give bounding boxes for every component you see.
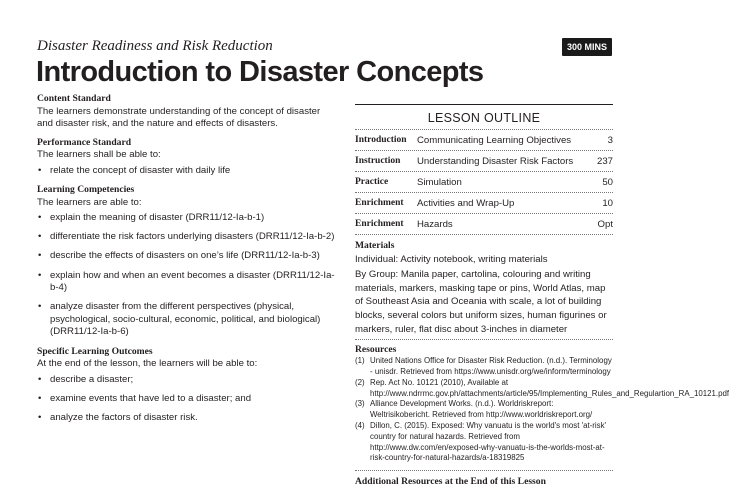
- specific-outcomes-text: At the end of the lesson, the learners will be able to:: [37, 358, 258, 370]
- subject-name: Disaster Readiness and Risk Reduction: [37, 38, 273, 54]
- performance-standard-section: [37, 137, 337, 178]
- content-standard-heading: Content Standard: [37, 93, 111, 104]
- page-title: Introduction to Disaster Concepts: [36, 56, 484, 88]
- list-item: • describe a disaster;: [38, 373, 134, 385]
- outline-row-name: Hazards: [417, 218, 453, 230]
- outline-row-name: Simulation: [417, 176, 462, 188]
- list-item: • differentiate the risk factors underlying disasters (DRR11/12-Ia-b-2): [38, 231, 335, 243]
- materials-individual: Individual: Activity notebook, writing materials: [355, 253, 548, 265]
- list-item: (4) Dillon, C. (2015). Exposed: Why vanuatu is the world's most 'at-risk' country for natural hazards. Retrieved from http://www.dw.com/en/exposed-why-vanuatu-is-the-worlds-most-at-risk-country-for-natural-hazards/a-18319825: [355, 420, 607, 463]
- list-item: • examine events that have led to a disaster; and: [38, 392, 252, 404]
- materials-heading: Materials: [355, 240, 395, 251]
- outline-row-type: Instruction: [355, 156, 401, 166]
- specific-outcomes-section: [37, 346, 337, 425]
- outline-row: [355, 171, 613, 192]
- list-item: • explain how and when an event becomes a disaster (DRR11/12-Ia-b-4): [38, 269, 335, 294]
- performance-standard-list: [37, 165, 337, 178]
- outline-row-minutes: 237: [596, 155, 613, 167]
- outline-row-type: Introduction: [355, 135, 407, 145]
- list-item: (1) United Nations Office for Disaster Risk Reduction. (n.d.). Terminology - unisdr. Retrieved from https://www.unisdr.org/we/inform/terminology: [355, 356, 612, 376]
- additional-resources-heading: Additional Resources at the End of this Lesson: [355, 470, 613, 487]
- outline-row-name: Activities and Wrap-Up: [417, 197, 515, 209]
- list-item: • analyze disaster from the different perspectives (physical, psychological, socio-cultural, economic, political, and biological) (DRR11/12-Ia-b-6): [38, 301, 321, 338]
- standards-column: [37, 93, 337, 431]
- learning-competencies-heading: Learning Competencies: [37, 184, 135, 196]
- list-item: (3) Alliance Development Works. (n.d.). Worldriskreport: Weltrisikobericht. Retrieved from http://www.worldriskreport.org/: [355, 399, 593, 420]
- learning-competencies-text: The learners are able to:: [37, 196, 142, 208]
- list-item: • explain the meaning of disaster (DRR11/12-Ia-b-1): [38, 212, 265, 224]
- outline-row: [355, 192, 613, 213]
- outline-row-minutes: 3: [607, 134, 613, 146]
- outline-row-type: Practice: [355, 177, 389, 187]
- learning-competencies-list: [37, 212, 337, 339]
- outline-row-minutes: Opt: [597, 218, 613, 230]
- materials-group: By Group: Manila paper, cartolina, colouring and writing materials, markers, masking tape or pins, World Atlas, map of Southeast Asia and Oceania with scale, a lot of building blocks, several colors but uniform sizes, human figurines or markers, ruler, flat disc about 3-inches in diameter: [355, 269, 607, 335]
- outline-row-type: Enrichment: [355, 219, 404, 229]
- lesson-outline-panel: [355, 104, 729, 488]
- content-standard-section: [37, 93, 337, 131]
- specific-outcomes-heading: Specific Learning Outcomes: [37, 345, 153, 357]
- performance-standard-heading: Performance Standard: [37, 136, 132, 148]
- outline-row-minutes: 10: [602, 197, 613, 209]
- materials-section: [355, 234, 613, 339]
- outline-row-type: Enrichment: [355, 198, 404, 208]
- outline-row-name: Understanding Disaster Risk Factors: [417, 155, 574, 167]
- lesson-outline-title: LESSON OUTLINE: [427, 111, 541, 125]
- outline-row-minutes: 50: [602, 176, 613, 188]
- list-item: • analyze the factors of disaster risk.: [38, 411, 198, 423]
- list-item: • relate the concept of disaster with daily life: [38, 164, 231, 176]
- specific-outcomes-list: [37, 374, 337, 425]
- list-item: (2) Rep. Act No. 10121 (2010), Available at http://www.ndrrmc.gov.ph/attachments/article/95/Implementing_Rules_and_Regulartion_RA_10121.pdf: [355, 377, 729, 398]
- resources-section: [355, 339, 729, 464]
- performance-standard-text: The learners shall be able to:: [37, 149, 161, 161]
- outline-row: [355, 213, 613, 234]
- learning-competencies-section: [37, 184, 337, 339]
- resources-list: [355, 356, 729, 464]
- outline-row: [355, 150, 613, 171]
- list-item: • describe the effects of disasters on one’s life (DRR11/12-Ia-b-3): [38, 250, 320, 262]
- outline-row-name: Communicating Learning Objectives: [417, 134, 572, 146]
- resources-heading: Resources: [355, 344, 397, 356]
- duration-badge: 300 MINS: [562, 38, 612, 56]
- outline-row: [355, 129, 613, 150]
- content-standard-text: The learners demonstrate understanding of the concept of disaster and disaster risk, and the nature and effects of disasters.: [37, 105, 321, 130]
